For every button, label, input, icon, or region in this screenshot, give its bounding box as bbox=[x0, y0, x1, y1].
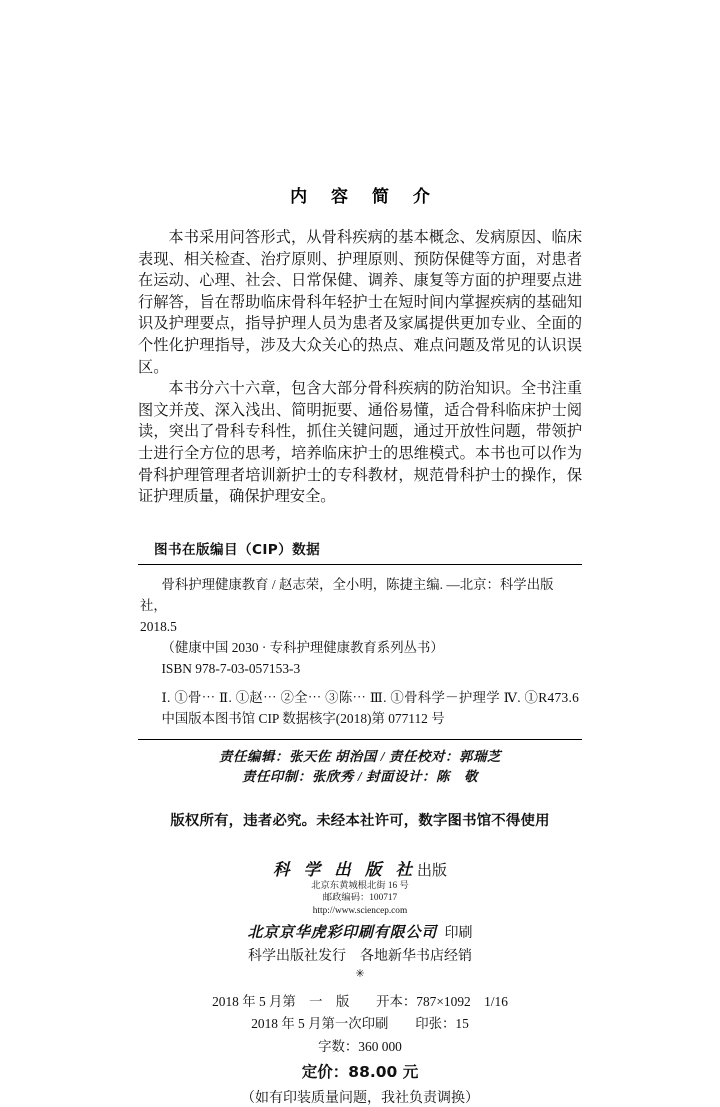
cip-body bbox=[138, 565, 582, 687]
printer-name: 北京京华虎彩印刷有限公司 bbox=[247, 924, 438, 941]
cip-block bbox=[138, 538, 582, 740]
page-content bbox=[138, 0, 582, 1107]
credits-production-line: 责任印制：张欣秀 / 封面设计：陈 敬 bbox=[241, 768, 479, 784]
cip-number-line: 中国版本图书馆 CIP 数据核字(2018)第 077112 号 bbox=[161, 710, 445, 726]
publisher-postcode: 邮政编码：100717 bbox=[322, 893, 398, 904]
publisher-address: 北京东黄城根北街 16 号 bbox=[311, 880, 409, 891]
specs-sheets: 印张：15 bbox=[415, 1016, 469, 1032]
cip-isbn-line: ISBN 978-7-03-057153-3 bbox=[161, 660, 301, 676]
distribution-line: 科学出版社发行 各地新华书店经销 bbox=[248, 947, 472, 964]
specs-row-printing bbox=[138, 1013, 582, 1036]
specs-row-wordcount bbox=[138, 1036, 582, 1059]
brief-paragraph-2: 本书分六十六章，包含大部分骨科疾病的防治知识。全书注重图文并茂、深入浅出、简明扼要、通俗易懂，适合骨科临床护士阅读，突出了骨科专科性，抓住关键问题，通过开放性问题，带领护士进行全方位的思考，培养临床护士的思维模式。本书也可以作为骨科护理管理者培训新护士的专科教材，规范骨科护士的操作，保证护理质量，确保护理安全。 bbox=[138, 380, 582, 506]
cip-series-line: （健康中国 2030 · 专科护理健康教育系列丛书） bbox=[161, 639, 444, 655]
specs-edition: 2018 年 5 月第 一 版 bbox=[212, 993, 350, 1009]
asterisk-separator: ✳ bbox=[355, 967, 365, 980]
credits-editor-line: 责任编辑：张天佐 胡治国 / 责任校对：郭瑞芝 bbox=[219, 748, 501, 764]
specs-row-edition bbox=[138, 991, 582, 1014]
publisher-name-text: 科 学 出 版 社 bbox=[272, 859, 417, 879]
price-line: 定价：88.00 元 bbox=[301, 1063, 419, 1082]
printer-suffix: 印刷 bbox=[444, 924, 473, 941]
copyright-notice: 版权所有，违者必究。未经本社许可，数字图书馆不得使用 bbox=[170, 812, 550, 829]
cip-classification-line: Ⅰ. ①骨⋯ Ⅱ. ①赵⋯ ②全⋯ ③陈⋯ Ⅲ. ①骨科学－护理学 Ⅳ. ①R473.6 bbox=[161, 689, 580, 705]
specs-block bbox=[138, 991, 582, 1059]
credits-block bbox=[138, 740, 582, 787]
publisher-block bbox=[138, 856, 582, 982]
publisher-url[interactable]: http://www.sciencep.com bbox=[312, 905, 408, 916]
brief-section-body bbox=[138, 227, 582, 508]
cip-year-line: 2018.5 bbox=[140, 618, 177, 634]
cip-title-line: 骨科护理健康教育 / 赵志荣，全小明，陈捷主编. —北京：科学出版社， bbox=[140, 576, 554, 613]
cip-heading: 图书在版编目（CIP）数据 bbox=[154, 541, 321, 558]
specs-wordcount: 字数：360 000 bbox=[318, 1038, 402, 1054]
publisher-name bbox=[138, 856, 582, 880]
publisher-name-suffix: 出版 bbox=[416, 860, 447, 879]
brief-paragraph-1: 本书采用问答形式，从骨科疾病的基本概念、发病原因、临床表现、相关检查、治疗原则、护理原则、预防保健等方面，对患者在运动、心理、社会、日常保健、调养、康复等方面的护理要点进行解答，旨在帮助临床骨科年轻护士在短时间内掌握疾病的基础知识及护理要点，指导护理人员为患者及家属提供更加专业、全面的个性化护理指导，涉及大众关心的热点、难点问题及常见的认识误区。 bbox=[138, 229, 582, 376]
cip-classification-block bbox=[138, 687, 582, 739]
brief-section-title: 内 容 简 介 bbox=[290, 187, 439, 207]
printer-line bbox=[138, 921, 582, 942]
exchange-notice: （如有印装质量问题，我社负责调换） bbox=[241, 1090, 479, 1107]
specs-printing: 2018 年 5 月第一次印刷 bbox=[251, 1016, 389, 1032]
specs-format: 开本：787×1092 1/16 bbox=[376, 993, 508, 1009]
